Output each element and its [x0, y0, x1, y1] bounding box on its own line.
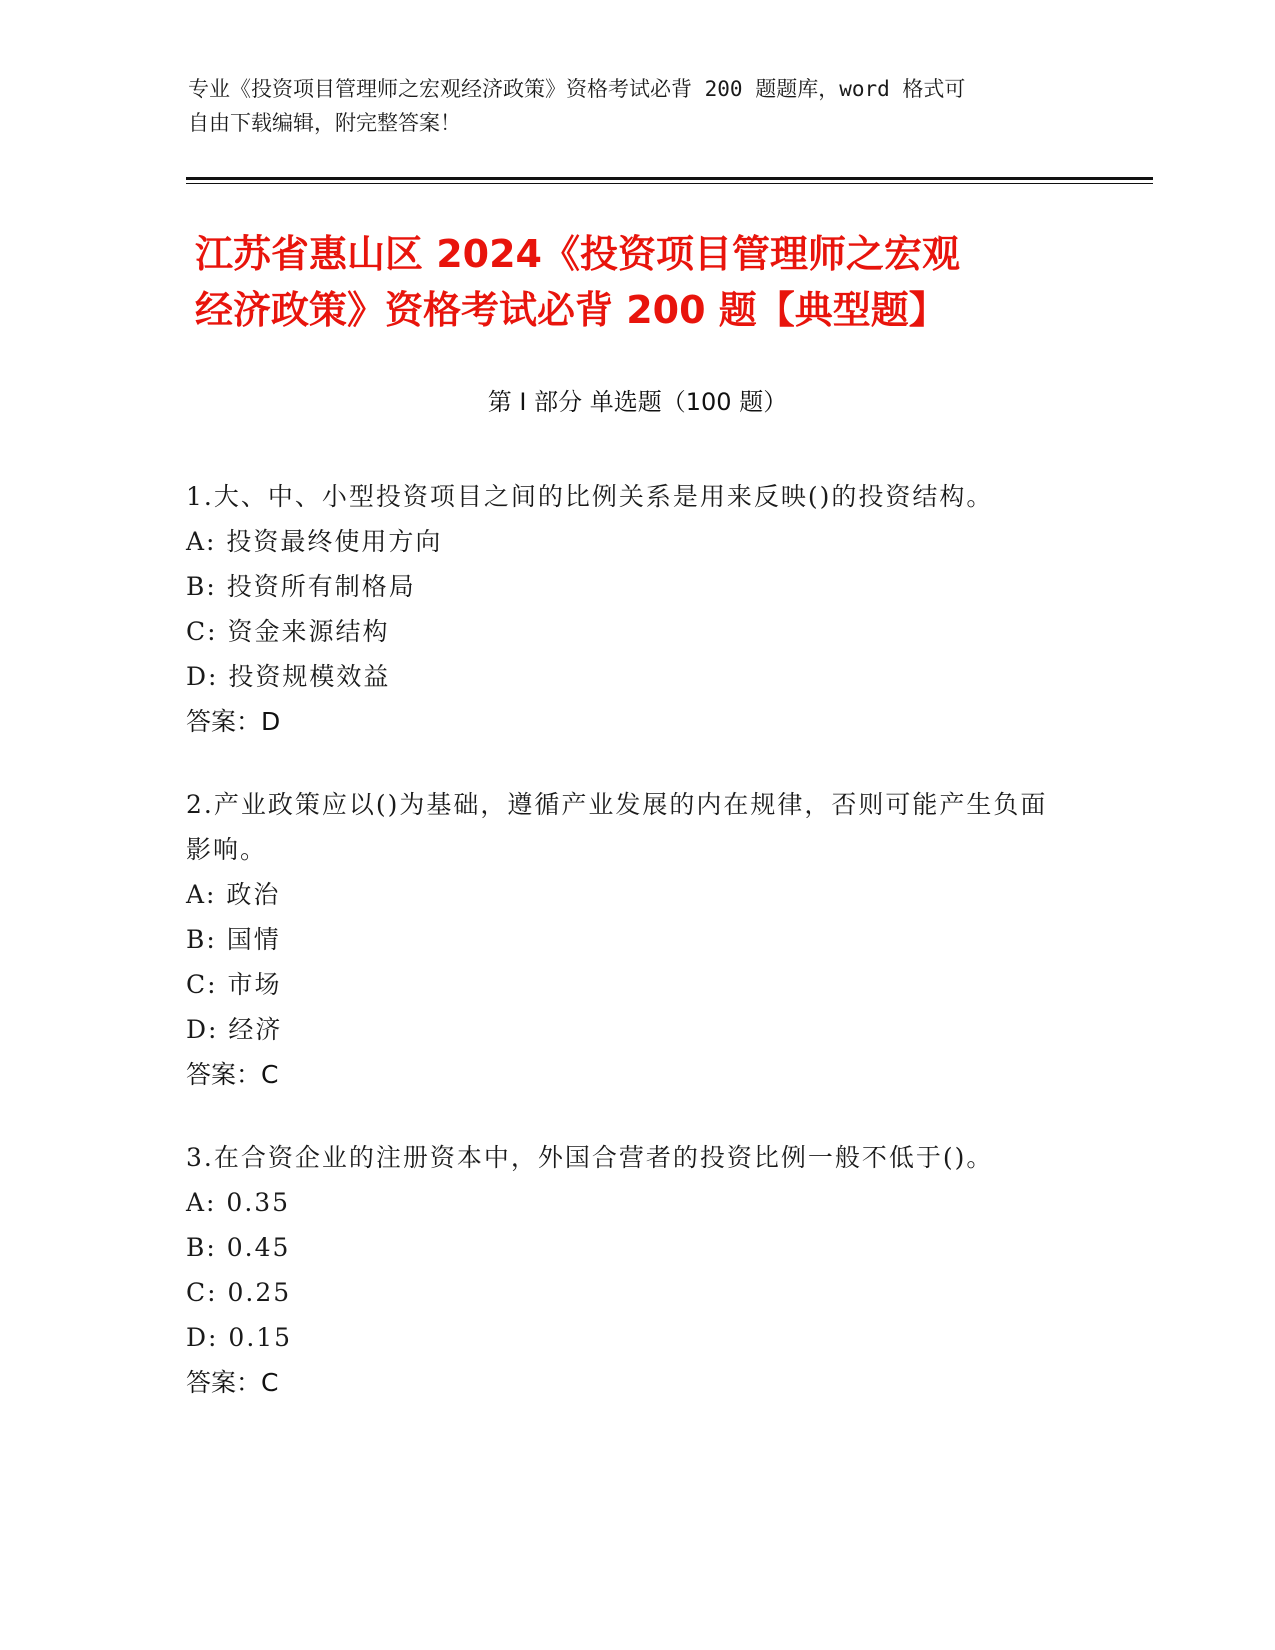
option-c: C: 资金来源结构: [186, 617, 390, 646]
question-item: [186, 474, 1066, 744]
question-stem: 1.大、中、小型投资项目之间的比例关系是用来反映()的投资结构。: [186, 482, 994, 511]
option-a: A: 投资最终使用方向: [186, 527, 443, 556]
header-note-line: 自由下载编辑，附完整答案！: [188, 111, 461, 135]
question-list: [186, 474, 1066, 1443]
option-b: B: 国情: [186, 925, 281, 954]
answer-line: 答案：C: [186, 1060, 279, 1089]
answer-line: 答案：D: [186, 707, 281, 736]
divider-thick: [186, 177, 1153, 180]
option-a: A: 0.35: [186, 1188, 291, 1217]
question-stem: 2.产业政策应以()为基础，遵循产业发展的内在规律，否则可能产生负面影响。: [186, 790, 1048, 864]
question-item: [186, 1135, 1066, 1405]
header-note: [188, 72, 1068, 140]
document-title-line: 经济政策》资格考试必背 200 题【典型题】: [195, 288, 947, 332]
option-d: D: 经济: [186, 1015, 283, 1044]
option-b: B: 0.45: [186, 1233, 291, 1262]
option-d: D: 投资规模效益: [186, 662, 391, 691]
option-a: A: 政治: [186, 880, 281, 909]
document-title: [195, 226, 1095, 338]
option-d: D: 0.15: [186, 1323, 293, 1352]
section-heading: 第 I 部分 单选题（100 题）: [487, 388, 788, 416]
question-item: [186, 782, 1066, 1097]
option-c: C: 0.25: [186, 1278, 292, 1307]
option-b: B: 投资所有制格局: [186, 572, 416, 601]
divider-thin: [186, 183, 1153, 184]
document-title-line: 江苏省惠山区 2024《投资项目管理师之宏观: [195, 232, 960, 276]
option-c: C: 市场: [186, 970, 282, 999]
answer-line: 答案：C: [186, 1368, 279, 1397]
header-note-line: 专业《投资项目管理师之宏观经济政策》资格考试必背 200 题题库，word 格式可: [188, 77, 966, 101]
question-stem: 3.在合资企业的注册资本中，外国合营者的投资比例一般不低于()。: [186, 1143, 994, 1172]
